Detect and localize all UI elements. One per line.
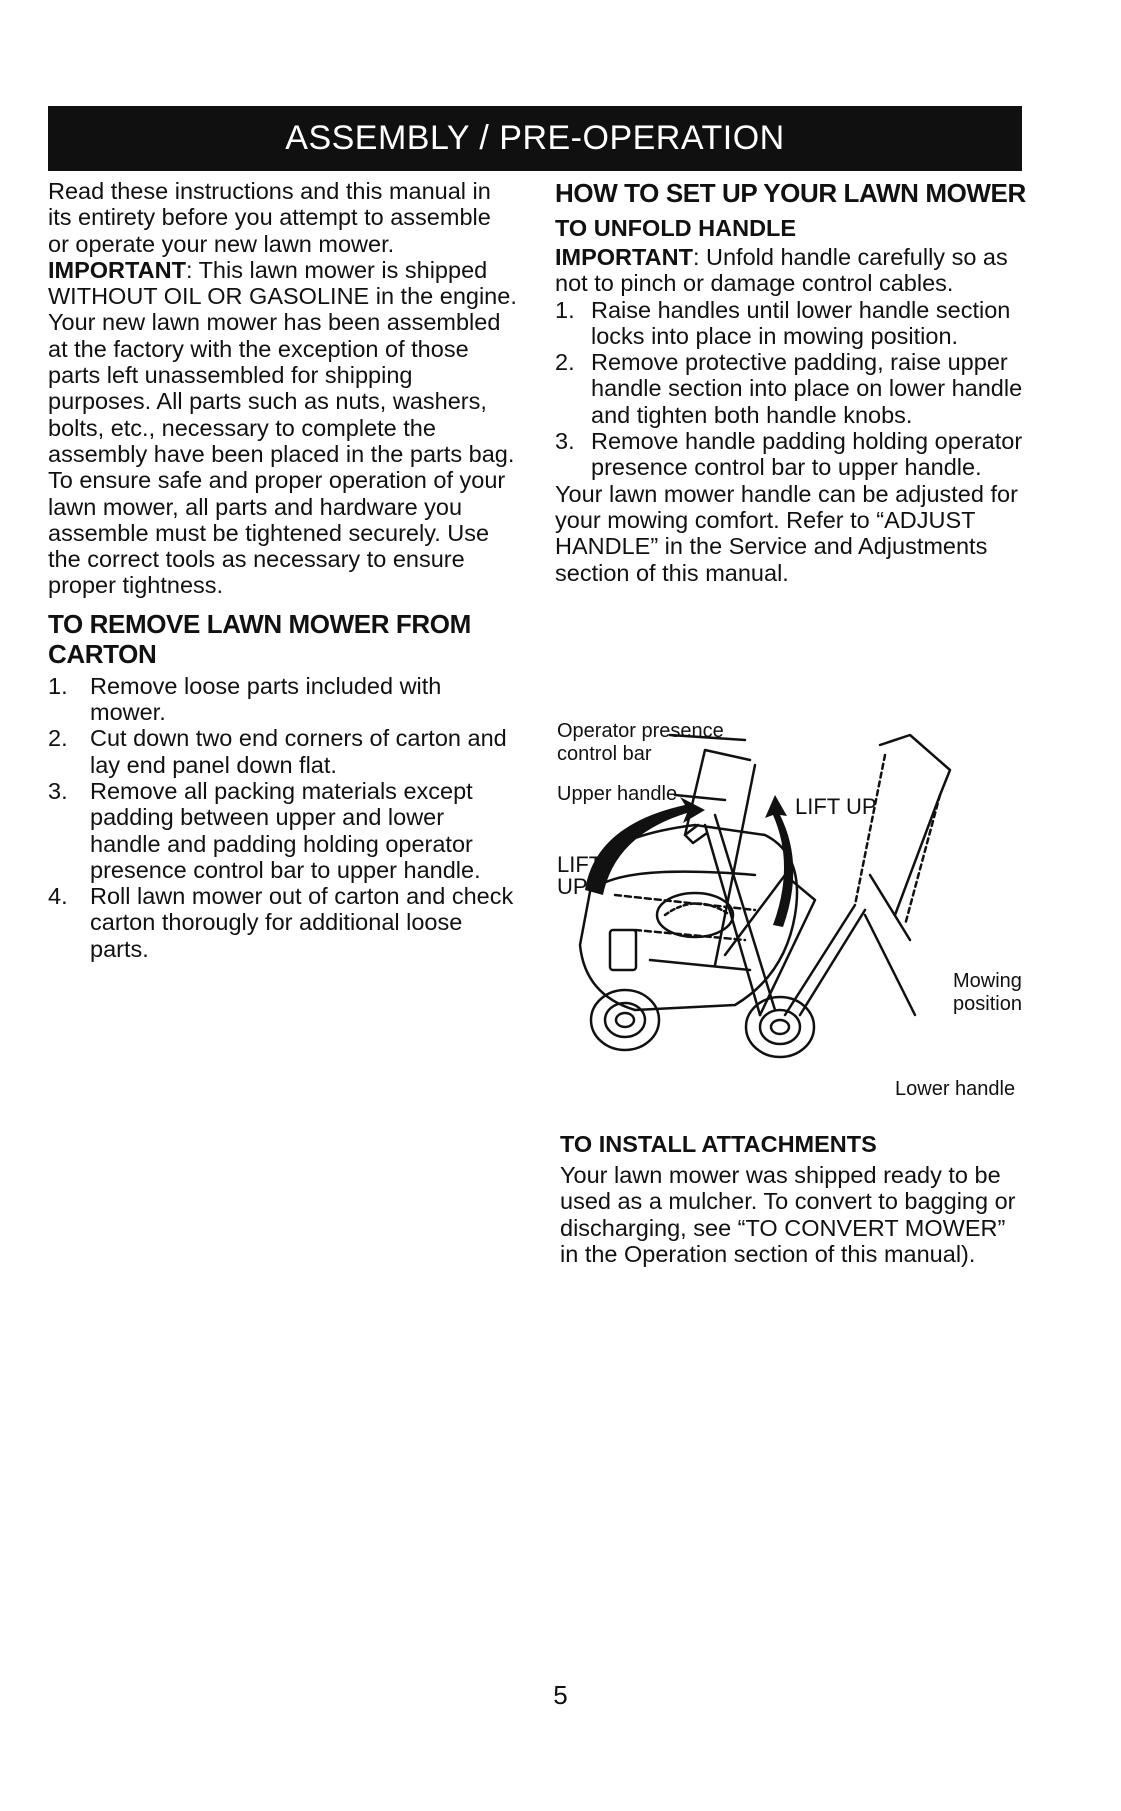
label-mowing: Mowing: [953, 970, 1022, 992]
label-upper-handle: Upper handle: [557, 783, 678, 805]
step-number: 1.: [555, 296, 575, 323]
step-text: Remove protective padding, raise upper handle section into place on lower handle and tighten both handle knobs.: [591, 349, 1023, 428]
important-text: : Unfold handle carefully so as not to pinch or damage control cables.: [555, 244, 1008, 297]
label-operator-presence: Operator presence: [557, 720, 724, 742]
adjust-handle-paragraph: Your lawn mower handle can be adjusted for your mowing comfort. Refer to “ADJUST HANDLE” in the Service and Adjustments section of this manual.: [555, 480, 1018, 586]
list-item: [555, 297, 1030, 350]
step-text: Remove loose parts included with mower.: [90, 672, 442, 726]
remove-heading: TO REMOVE LAWN MOWER FROM CARTON: [48, 608, 471, 669]
unfold-heading: TO UNFOLD HANDLE: [555, 215, 797, 241]
handle-unfold-illustration: [555, 715, 1035, 1115]
lawn-mower-illustration: [555, 715, 1035, 1115]
step-number: 2.: [48, 725, 68, 752]
step-number: 2.: [555, 349, 575, 376]
list-item: [48, 778, 518, 883]
section-title: ASSEMBLY / PRE-OPERATION: [285, 119, 785, 157]
step-number: 3.: [48, 777, 68, 804]
section-banner: [48, 106, 1022, 171]
step-number: 1.: [48, 672, 68, 699]
unfold-steps-list: [555, 297, 1030, 481]
setup-heading: HOW TO SET UP YOUR LAWN MOWER: [555, 178, 1026, 208]
list-item: [555, 349, 1030, 428]
important-label: IMPORTANT: [48, 256, 186, 283]
label-lift-up-right: LIFT UP: [795, 794, 877, 819]
step-number: 4.: [48, 883, 68, 910]
step-text: Remove all packing materials except padding between upper and lower handle and padding holding operator presence control bar to upper handle.: [90, 777, 481, 883]
install-paragraph: Your lawn mower was shipped ready to be used as a mulcher. To convert to bagging or discharging, see “TO CONVERT MOWER” in the Operation section of this manual).: [560, 1162, 1016, 1267]
list-item: [48, 673, 518, 726]
label-position: position: [953, 993, 1022, 1015]
step-text: Remove handle padding holding operator presence control bar to upper handle.: [591, 428, 1023, 481]
important-note: [48, 257, 518, 310]
label-up: UP: [557, 874, 588, 899]
step-text: Cut down two end corners of carton and lay end panel down flat.: [90, 725, 507, 778]
label-lower-handle: Lower handle: [895, 1078, 1016, 1100]
right-column: [555, 178, 1030, 586]
install-attachments-section: [560, 1130, 1030, 1267]
step-text: Roll lawn mower out of carton and check carton thorougly for additional loose parts.: [90, 883, 514, 962]
step-number: 3.: [555, 428, 575, 455]
label-control-bar-text: control bar: [557, 743, 652, 765]
list-item: [48, 883, 518, 962]
install-heading: TO INSTALL ATTACHMENTS: [560, 1131, 877, 1157]
assembly-paragraph: Your new lawn mower has been assembled at the factory with the exception of those parts left unassembled for shipping purposes. All parts such as nuts, washers, bolts, etc., necessary to complete the assembly have been placed in the parts bag. To ensure safe and proper operation of your lawn mower, all parts and hardware you assemble must be tightened securely. Use the correct tools as necessary to ensure proper tightness.: [48, 309, 515, 599]
left-column: [48, 178, 518, 962]
label-control-bar: [557, 743, 652, 766]
remove-steps-list: [48, 673, 518, 962]
label-lift: LIFT: [557, 852, 603, 877]
intro-paragraph: Read these instructions and this manual in its entirety before you attempt to assemble or operate your new lawn mower.: [48, 178, 491, 257]
unfold-important-note: [555, 244, 1030, 297]
page-number: 5: [553, 1680, 568, 1710]
important-label: IMPORTANT: [555, 244, 693, 270]
list-item: [555, 428, 1030, 481]
list-item: [48, 725, 518, 778]
step-text: Raise handles until lower handle section locks into place in mowing position.: [591, 296, 1011, 349]
important-text: : This lawn mower is shipped WITHOUT OIL OR GASOLINE in the engine.: [48, 256, 517, 310]
